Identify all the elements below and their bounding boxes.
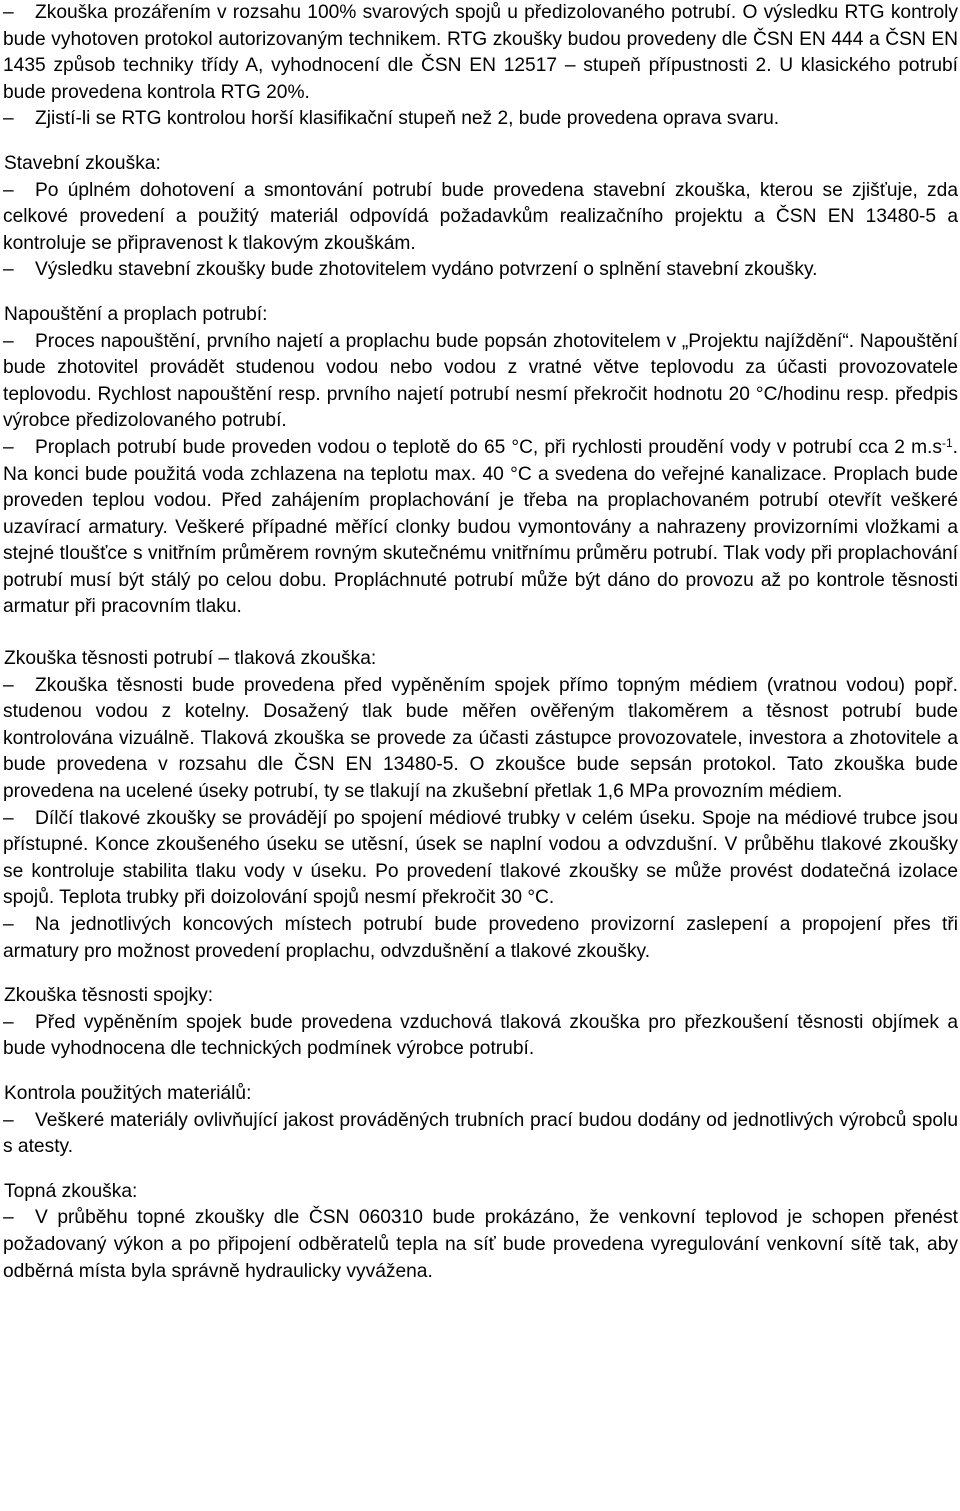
dash-bullet: [3, 106, 35, 133]
dash-bullet: [3, 257, 35, 284]
list-item: [3, 178, 958, 258]
rtg-paragraph-2: Zjistí-li se RTG kontrolou horší klasifikační stupeň než 2, bude provedena oprava svaru.: [35, 108, 780, 130]
list-item: [3, 1010, 958, 1063]
tlakova-paragraph-3: Na jednotlivých koncových místech potrubí bude provedeno provizorní zaslepení a propojení přes tři armatury pro možnost provedení proplachu, odvzdušnění a tlakové zkoušky.: [3, 914, 958, 962]
list-item: [3, 257, 958, 284]
list-item: [3, 0, 958, 106]
spojky-paragraph-1: Před vypěněním spojek bude provedena vzduchová tlaková zkouška pro přezkoušení těsnosti objímek a bude vyhodnocena dle technických podmínek výrobce potrubí.: [3, 1011, 958, 1060]
list-item: [3, 1108, 958, 1161]
dash-bullet: [3, 435, 35, 462]
list-item: [3, 329, 958, 435]
list-item: [3, 673, 958, 806]
stavebni-paragraph-1: Po úplném dohotovení a smontování potrubí bude provedena stavební zkouška, kterou se zjišťuje, zda celkové provedení a použitý materiál odpovídá požadavkům realizačního projektu a ČSN EN 13480-5 a kontroluje se připravenost k tlakovým zkouškám.: [3, 179, 958, 254]
section-heading-spojky: Zkouška těsnosti spojky:: [4, 985, 214, 1007]
napousteni-paragraph-2-end: . Na konci bude použitá voda zchlazena na teplotu max. 40 °C a svedena do veřejné kanalizace. Proplach bude proveden teplou vodou. Před zahájením proplachování je třeba na proplachovaném potrubí otevřít veškeré uzavírací armatury. Veškeré případné měřící clonky budou vymontovány a nahrazeny provizorními vložkami a stejné tloušťce s vnitřním průměrem rovným skutečnému vnitřnímu průměru potrubí. Tlak vody při proplachování potrubí musí být stálý po celou dobu. Propláchnuté potrubí může být dáno do provozu až po kontrole těsnosti armatur při pracovním tlaku.: [3, 436, 958, 618]
dash-bullet: [3, 1205, 35, 1232]
list-item: [3, 1205, 958, 1285]
section-heading-topna: Topná zkouška:: [4, 1180, 138, 1202]
stavebni-paragraph-2: Výsledku stavební zkoušky bude zhotovitelem vydáno potvrzení o splnění stavební zkoušky.: [35, 259, 818, 281]
list-item: [3, 106, 958, 133]
tlakova-paragraph-1: Zkouška těsnosti bude provedena před vypěněním spojek přímo topným médiem (vratnou vodou) popř. studenou vodou z kotelny. Dosažený tlak bude měřen ověřeným tlakoměrem a těsnost potrubí bude kontrolována vizuálně. Tlaková zkouška se provede za účasti zástupce provozovatele, investora a zhotovitele a bude provedena v rozsahu dle ČSN EN 13480-5. O zkoušce bude sepsán protokol. Tato zkouška bude provedena na ucelené úseky potrubí, ty se tlakují na zkušební přetlak 1,6 MPa provozním médiem.: [3, 674, 958, 803]
list-item: [3, 435, 958, 621]
materialy-paragraph-1: Veškeré materiály ovlivňující jakost prováděných trubních prací budou dodány od jednotlivých výrobců spolu s atesty.: [3, 1109, 958, 1158]
document-page: [3, 0, 958, 1285]
napousteni-paragraph-1: Proces napouštění, prvního najetí a proplachu bude popsán zhotovitelem v „Projektu najíždění“. Napouštění bude zhotovitel provádět studenou vodou nebo vodou z vratné větve teplovodu za účasti provozovatele teplovodu. Rychlost napouštění resp. prvního najetí potrubí nesmí překročit hodnotu 20 °C/hodinu resp. předpis výrobce předizolovaného potrubí.: [3, 330, 958, 432]
section-heading-stavebni: Stavební zkouška:: [4, 152, 161, 174]
tlakova-paragraph-2: Dílčí tlakové zkoušky se provádějí po spojení médiové trubky v celém úseku. Spoje na médiové trubce jsou přístupné. Konce zkoušeného úseku se utěsní, úsek se naplní vodou a odvzdušní. V průběhu tlakové zkoušky se kontroluje stabilita tlaku vody v úseku. Po provedení tlakové zkoušky se může provést dodatečná izolace spojů. Teplota trubky při doizolování spojů nesmí překročit 30 °C.: [3, 807, 958, 909]
unit-exponent: -1: [941, 435, 953, 450]
section-heading-napousteni: Napouštění a proplach potrubí:: [4, 303, 268, 325]
dash-bullet: [3, 912, 35, 939]
dash-bullet: [3, 1010, 35, 1037]
napousteni-paragraph-2-start: Proplach potrubí bude proveden vodou o teplotě do 65 °C, při rychlosti proudění vody v potrubí cca 2 m.s: [35, 436, 942, 458]
list-item: [3, 806, 958, 912]
section-heading-materialy: Kontrola použitých materiálů:: [4, 1082, 252, 1104]
dash-bullet: [3, 329, 35, 356]
topna-paragraph-1: V průběhu topné zkoušky dle ČSN 060310 bude prokázáno, že venkovní teplovod je schopen přenést požadovaný výkon a po připojení odběratelů tepla na síť bude provedena vyregulování venkovní sítě tak, aby odběrná místa byla správně hydraulicky vyvážena.: [3, 1207, 958, 1282]
rtg-paragraph-1: Zkouška prozářením v rozsahu 100% svarových spojů u předizolovaného potrubí. O výsledku RTG kontroly bude vyhotoven protokol autorizovaným technikem. RTG zkoušky budou provedeny dle ČSN EN 444 a ČSN EN 1435 způsob techniky třídy A, vyhodnocení dle ČSN EN 12517 – stupeň přípustnosti 2. U klasického potrubí bude provedena kontrola RTG 20%.: [3, 2, 958, 103]
list-item: [3, 912, 958, 965]
dash-bullet: [3, 673, 35, 700]
dash-bullet: [3, 0, 35, 27]
section-heading-tlakova: Zkouška těsnosti potrubí – tlaková zkouška:: [4, 648, 377, 670]
dash-bullet: [3, 806, 35, 833]
dash-bullet: [3, 178, 35, 205]
dash-bullet: [3, 1108, 35, 1135]
